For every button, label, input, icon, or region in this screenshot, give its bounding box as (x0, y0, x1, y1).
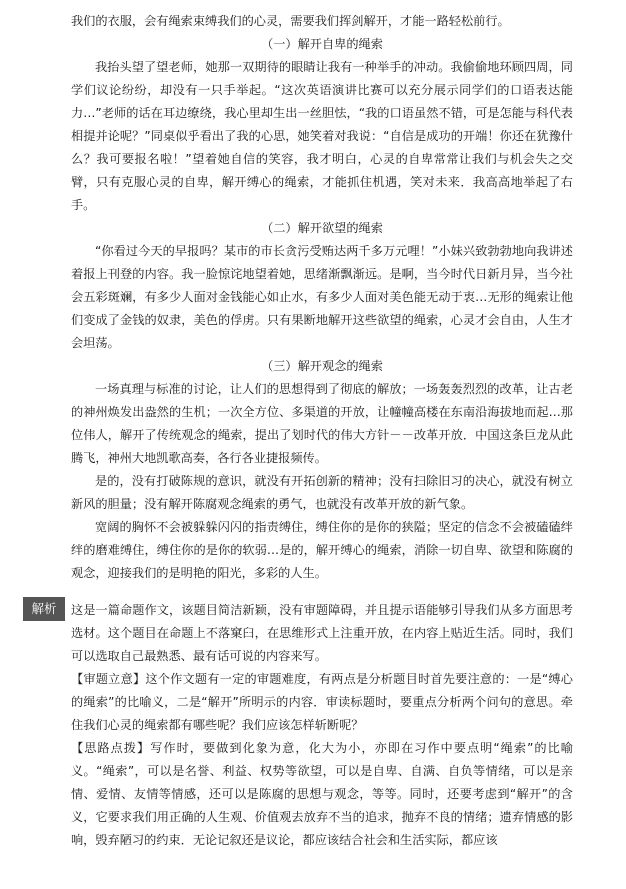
section-3-paragraph-3: 宽阔的胸怀不会被躲躲闪闪的指责缚住，缚住你的是你的狭隘；坚定的信念不会被磕磕绊绊的磨难缚住，缚住你的是你的软弱…是的，解开缚心的绳索，消除一切自卑、欲望和陈腐的观念，迎接我们的是明艳的阳光，多彩的人生。 (71, 520, 573, 580)
section-heading-3: （三）解开观念的绳索 (261, 359, 383, 373)
analysis-body (71, 599, 573, 852)
analysis-badge: 解析 (23, 597, 65, 621)
essay-intro: 我们的衣服，会有绳索束缚我们的心灵，需要我们挥剑解开，才能一路轻松前行。 (71, 14, 510, 28)
analysis-paragraph-approach: 【思路点拨】写作时，要做到化象为意，化大为小，亦即在习作中要点明“绳索”的比喻义。“绳索”，可以是名誉、利益、权势等欲望，可以是自卑、自满、自负等情绪，可以是亲情、爱情、友情等情感，还可以是陈腐的思想与观念，等等。同时，还要考虑到“解开”的含义，它要求我们用正确的人生观、价值观去放弃不当的追求，抛弃不良的情绪；遗弃情感的影响，毁弃陋习的约束．无论记叙还是议论，都应该结合社会和生活实际，都应该 (71, 741, 573, 847)
essay-text (71, 10, 573, 585)
section-1-paragraph: 我抬头望了望老师，她那一双期待的眼睛让我有一种举手的冲动。我偷偷地环顾四周，同学们议论纷纷，却没有一只手举起。“这次英语演讲比赛可以充分展示同学们的口语表达能力…”老师的话在耳边缭绕，我心里却生出一丝胆怯，“我的口语虽然不错，可是怎能与科代表相提并论呢？”同桌似乎看出了我的心思，她笑着对我说：“自信是成功的开端！你还在犹豫什么？我可要报名啦！”望着她自信的笑容，我才明白，心灵的自卑常常让我们与机会失之交臂，只有克服心灵的自卑，解开缚心的绳索，才能抓住机遇，笑对未来．我高高地举起了右手。 (71, 60, 573, 212)
section-heading-1: （一）解开自卑的绳索 (261, 37, 383, 51)
section-heading-2: （二）解开欲望的绳索 (261, 221, 383, 235)
analysis-paragraph-overview: 这是一篇命题作文，该题目简洁新颖，没有审题障碍，并且提示语能够引导我们从多方面思考选材。这个题目在命题上不落窠臼，在思维形式上注重开放，在内容上贴近生活。同时，我们可以选取自己最熟悉、最有话可说的内容来写。 (71, 603, 573, 663)
section-3-paragraph-2: 是的，没有打破陈规的意识，就没有开拓创新的精神；没有扫除旧习的决心，就没有树立新风的胆量；没有解开陈腐观念绳索的勇气，也就没有改革开放的新气象。 (71, 474, 573, 511)
analysis-paragraph-theme: 【审题立意】这个作文题有一定的审题难度，有两点是分析题目时首先要注意的：一是“缚心的绳索”的比喻义，二是“解开”所明示的内容．审读标题时，要重点分析两个问句的意思。牵住我们心灵的绳索都有哪些呢？我们应该怎样斩断呢？ (71, 672, 573, 732)
section-3-paragraph-1: 一场真理与标准的讨论，让人们的思想得到了彻底的解放；一场轰轰烈烈的改革，让古老的神州焕发出盎然的生机；一次全方位、多渠道的开放，让幢幢高楼在东南沿海拔地而起…那位伟人，解开了传统观念的绳索，提出了划时代的伟大方针－－改革开放．中国这条巨龙从此腾飞，神州大地凯歌高奏，各行各业捷报频传。 (71, 382, 573, 465)
section-2-paragraph: “你看过今天的早报吗？某市的市长贪污受贿达两千多万元哩！”小妹兴致勃勃地向我讲述着报上刊登的内容。我一脸惊诧地望着她，思绪渐飘渐远。是啊，当今时代日新月异，当今社会五彩斑斓，有多少人面对金钱能心如止水，有多少人面对美色能无动于衷…无形的绳索让他们变成了金钱的奴隶，美色的俘虏。只有果断地解开这些欲望的绳索，心灵才会自由，人生才会坦荡。 (71, 244, 573, 350)
